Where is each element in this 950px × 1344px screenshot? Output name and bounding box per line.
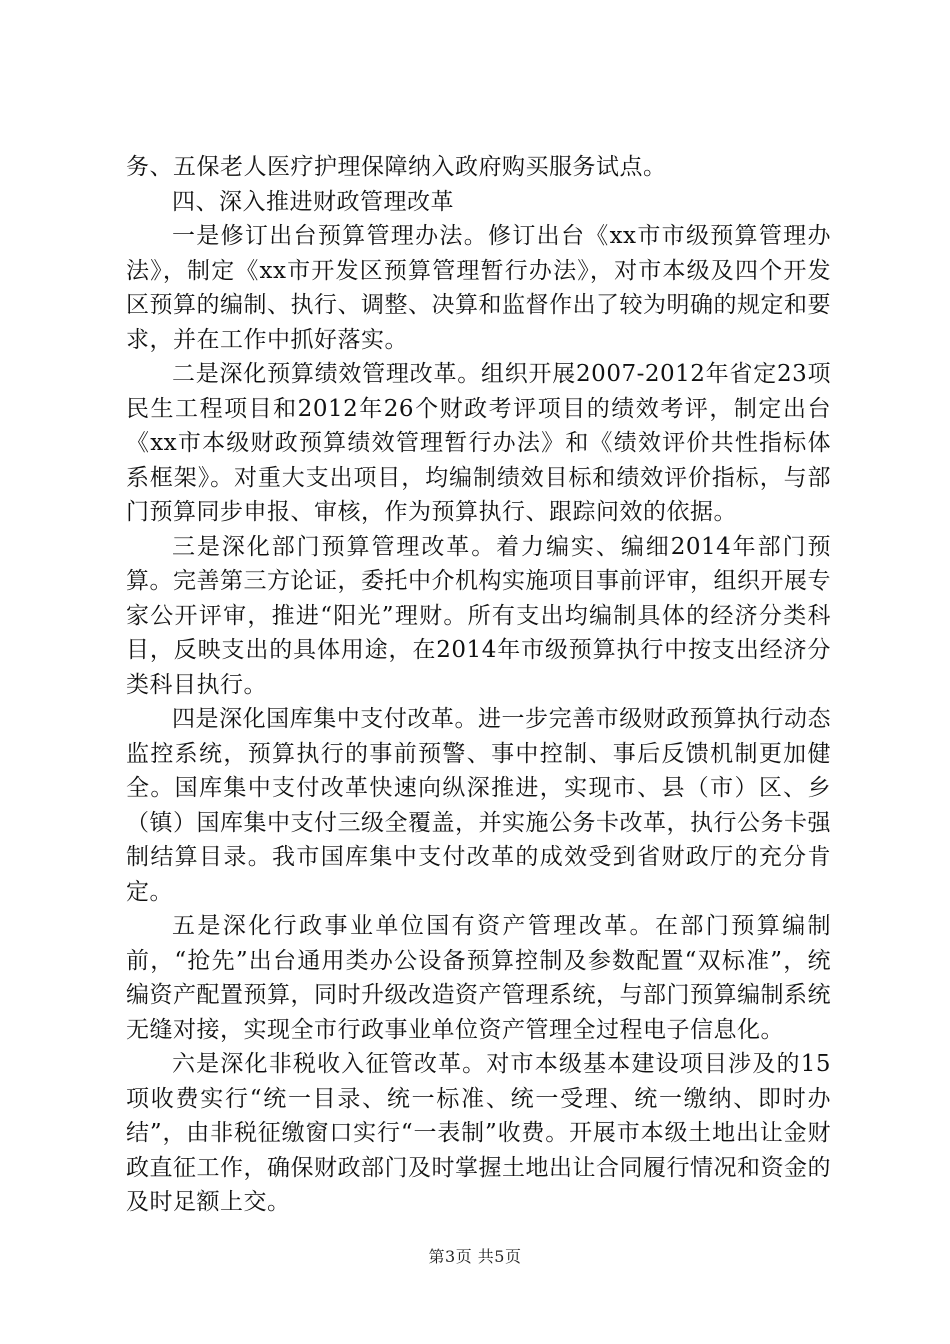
document-body	[126, 150, 831, 1220]
paragraph-treasury-payment: 四是深化国库集中支付改革。进一步完善市级财政预算执行动态监控系统，预算执行的事前预警、事中控制、事后反馈机制更加健全。国库集中支付改革快速向纵深推进，实现市、县（市）区、乡（镇）国库集中支付三级全覆盖，并实施公务卡改革，执行公务卡强制结算目录。我市国库集中支付改革的成效受到省财政厅的充分肯定。	[126, 706, 831, 905]
page-footer: 第3页 共5页	[428, 1247, 522, 1266]
paragraph-non-tax-revenue: 六是深化非税收入征管改革。对市本级基本建设项目涉及的15项收费实行“统一目录、统一标准、统一受理、统一缴纳、即时办结”，由非税征缴窗口实行“一表制”收费。开展市本级土地出让金财政直征工作，确保财政部门及时掌握土地出让合同履行情况和资金的及时足额上交。	[126, 1051, 831, 1215]
paragraph-continuation: 务、五保老人医疗护理保障纳入政府购买服务试点。	[126, 154, 667, 180]
paragraph-budget-management: 一是修订出台预算管理办法。修订出台《xx市市级预算管理办法》，制定《xx市开发区预算管理暂行办法》，对市本级及四个开发区预算的编制、执行、调整、决算和监督作出了较为明确的规定和要求，并在工作中抓好落实。	[126, 223, 831, 353]
section-heading: 四、深入推进财政管理改革	[172, 188, 454, 215]
paragraph-state-assets: 五是深化行政事业单位国有资产管理改革。在部门预算编制前，“抢先”出台通用类办公设备预算控制及参数配置“双标准”，统编资产配置预算，同时升级改造资产管理系统，与部门预算编制系统无缝对接，实现全市行政事业单位资产管理全过程电子信息化。	[126, 913, 831, 1043]
paragraph-department-budget: 三是深化部门预算管理改革。着力编实、编细2014年部门预算。完善第三方论证，委托中介机构实施项目事前评审，组织开展专家公开评审，推进“阳光”理财。所有支出均编制具体的经济分类科目，反映支出的具体用途，在2014年市级预算执行中按支出经济分类科目执行。	[126, 533, 831, 698]
paragraph-performance-management: 二是深化预算绩效管理改革。组织开展2007-2012年省定23项民生工程项目和2012年26个财政考评项目的绩效考评，制定出台《xx市本级财政预算绩效管理暂行办法》和《绩效评价共性指标体系框架》。对重大支出项目，均编制绩效目标和绩效评价指标，与部门预算同步申报、审核，作为预算执行、跟踪问效的依据。	[126, 361, 831, 525]
